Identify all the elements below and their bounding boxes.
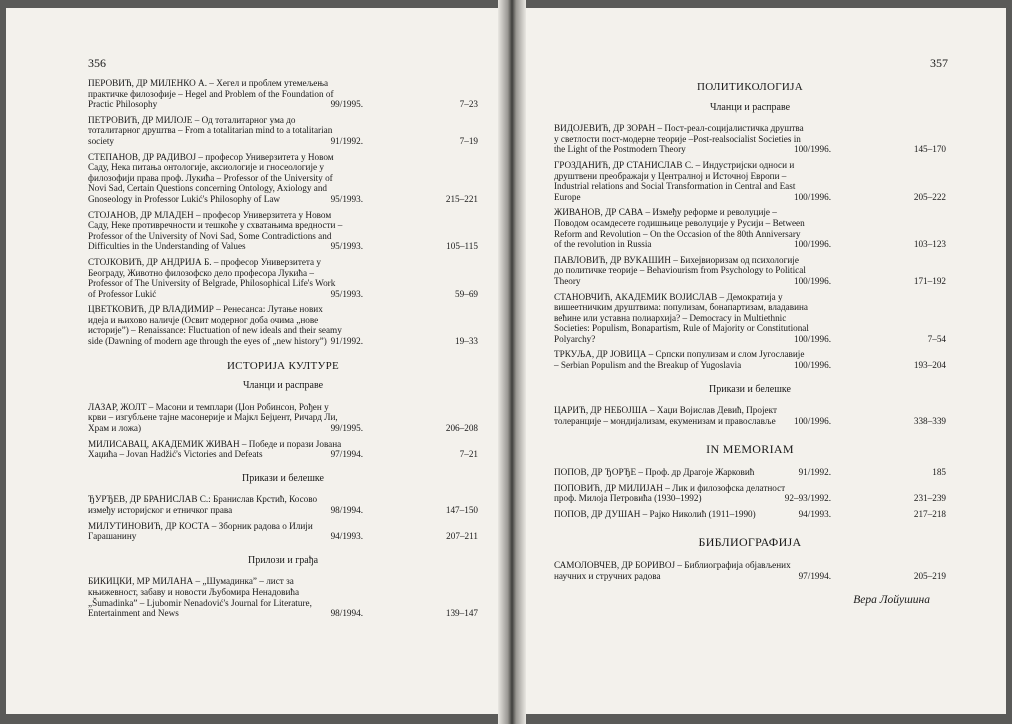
entry-text xyxy=(88,304,343,346)
index-entry xyxy=(88,210,478,252)
entry-title: – Између реформе и револуције – Поводом осамдесете годишњице револуције у Русији – Between Reform and Revolution – On the Occasion of the 80th Anniversary of the revolution in Russia xyxy=(554,207,805,250)
entry-pages: 7–23 xyxy=(459,99,478,110)
entry-text xyxy=(88,152,343,205)
entry-title: – Ренесанса: Лутање нових идеја и њихово наличје (Освит модерног доба очима „нове историје”) – Renaissance: Fluctuation of new ideals and their seamy side (Dawning of modern age through the eyes of „new history”) xyxy=(88,304,342,347)
entry-title: – Зборник радова о Илији Гарашанину xyxy=(88,520,313,542)
entry-title: – Индустријски односи и друштвени преображаји у Централној и Источној Европи – Industrial relations and Social Transformation in Central and East Europe xyxy=(554,159,796,202)
entry-author: СТОЈКОВИЋ, ДР АНДРИЈА Б. xyxy=(88,256,212,267)
entry-group xyxy=(554,467,946,519)
signature: Вера Лойушина xyxy=(853,594,930,607)
entry-issue-year: 94/1993. xyxy=(798,508,831,519)
entry-author: ПЕРОВИЋ, ДР МИЛЕНКО А. xyxy=(88,78,207,88)
entry-title: – Победе и порази Јована Хаџића – Jovan Hadžić's Victories and Defeats xyxy=(88,438,342,460)
entry-issue-year: 100/1996. xyxy=(793,415,831,426)
entry-author: ЛАЗАР, ЖОЛТ xyxy=(88,401,147,412)
index-entry xyxy=(88,115,478,147)
entry-text xyxy=(88,439,343,460)
entry-text xyxy=(554,123,809,155)
index-entry xyxy=(554,255,946,287)
entry-author: ПОПОВ, ДР ЂОРЂЕ xyxy=(554,467,637,478)
entry-author: ВИДОЈЕВИЋ, ДР ЗОРАН xyxy=(554,123,656,134)
section-heading: ИСТОРИЈА КУЛТУРЕ xyxy=(226,359,340,372)
entry-author: ПОПОВИЋ, ДР МИЛИЈАН xyxy=(554,482,663,493)
entry-text xyxy=(88,576,343,618)
page-number: 356 xyxy=(88,56,106,70)
entry-issue-year: 94/1993. xyxy=(330,531,363,542)
entry-text xyxy=(88,78,343,110)
entry-author: СТОЈАНОВ, ДР МЛАДЕН xyxy=(88,209,194,220)
entry-text xyxy=(554,467,809,478)
index-entry xyxy=(88,494,478,515)
index-column xyxy=(88,78,478,624)
entry-pages: 193–204 xyxy=(913,360,946,371)
entry-text xyxy=(88,115,343,147)
entry-text xyxy=(554,483,809,504)
entry-author: МИЛИСАВАЦ, АКАДЕМИК ЖИВАН xyxy=(88,438,240,449)
entry-issue-year: 97/1994. xyxy=(798,570,831,581)
entry-issue-year: 100/1996. xyxy=(793,239,831,250)
entry-issue-year: 98/1994. xyxy=(330,505,363,515)
entry-issue-year: 97/1994. xyxy=(330,449,363,460)
entry-issue-year: 99/1995. xyxy=(330,99,363,110)
index-entry xyxy=(554,349,946,370)
entry-issue-year: 100/1996. xyxy=(793,144,831,155)
entry-issue-year: 100/1996. xyxy=(793,275,831,286)
subsection-heading: Чланци и расправе xyxy=(709,101,791,113)
entry-group xyxy=(88,402,478,460)
entry-pages: 171–192 xyxy=(913,275,946,286)
entry-pages: 103–123 xyxy=(913,239,946,250)
entry-author: МИЛУТИНОВИЋ, ДР КОСТА xyxy=(88,520,210,531)
entry-group xyxy=(554,123,946,370)
entry-author: ТРКУЉА, ДР ЈОВИЦА xyxy=(554,349,647,360)
index-entry xyxy=(554,160,946,202)
section-heading: IN MEMORIAM xyxy=(706,442,794,457)
entry-author: ПЕТРОВИЋ, ДР МИЛОЈЕ xyxy=(88,114,193,125)
entry-text xyxy=(554,349,809,370)
entry-issue-year: 100/1996. xyxy=(793,360,831,371)
entry-pages: 147–150 xyxy=(445,505,478,515)
entry-pages: 185 xyxy=(932,467,946,478)
entry-group xyxy=(88,494,478,541)
entry-issue-year: 100/1996. xyxy=(793,333,831,344)
entry-text xyxy=(554,509,809,520)
entry-title: – професор Универзитета у Новом Саду, Неке противречности и тешкоће у схватањима вредности – Professor of the University of Novi Sad, Some Contradictions and Difficulties in the Understanding of Values xyxy=(88,209,343,252)
entry-title: – „Шумадинка” – лист за књижевност, забаву и новости Љубомира Ненадовића „Šumadinka” – Ljubomir Nenadović's Journal for Literature, Entertainment and News xyxy=(88,576,312,619)
index-entry xyxy=(88,304,478,346)
entry-pages: 105–115 xyxy=(446,241,478,252)
entry-group xyxy=(88,576,478,618)
subsection-heading: Чланци и расправе xyxy=(242,380,324,392)
index-entry xyxy=(88,257,478,299)
entry-pages: 59–69 xyxy=(455,288,478,299)
entry-author: ПАВЛОВИЋ, ДР ВУКАШИН xyxy=(554,254,671,265)
index-entry xyxy=(554,207,946,249)
entry-title: – Бихејвиоризам од психологије до политичке теорије – Behaviourism from Psychology to Political Theory xyxy=(554,254,806,286)
entry-text xyxy=(554,405,809,426)
entry-group xyxy=(554,405,946,426)
entry-title: – Хаџи Војислав Девић, Пројект толеранције – мондијализам, екуменизам и православље xyxy=(554,405,777,426)
index-entry xyxy=(88,576,478,618)
entry-issue-year: 100/1996. xyxy=(793,191,831,202)
entry-text xyxy=(554,207,809,249)
subsection-heading: Прикази и белешке xyxy=(242,472,324,484)
entry-title: : Бранислав Крстић, Косово између историјског и етничког права xyxy=(88,494,318,515)
entry-pages: 217–218 xyxy=(913,508,946,519)
entry-title: – Од тоталитарног ума до тоталитарног друштва – From a totalitarian mind to a totalitarian society xyxy=(88,114,333,146)
entry-pages: 139–147 xyxy=(445,608,478,619)
section-heading: ПОЛИТИКОЛОГИЈА xyxy=(697,81,803,93)
entry-pages: 338–339 xyxy=(913,415,946,426)
entry-title: – Рајко Николић (1911–1990) xyxy=(640,508,756,519)
entry-pages: 19–33 xyxy=(455,336,478,347)
entry-text xyxy=(88,257,343,299)
entry-author: ПОПОВ, ДР ДУШАН xyxy=(554,508,641,519)
left-page xyxy=(6,8,506,714)
entry-title: – Библиографија објављених научних и стручних радова xyxy=(554,560,791,581)
entry-text xyxy=(554,160,809,202)
entry-author: ЦВЕТКОВИЋ, ДР ВЛАДИМИР xyxy=(88,304,214,315)
section-heading: БИБЛИОГРАФИЈА xyxy=(698,535,802,550)
entry-issue-year: 95/1993. xyxy=(330,241,363,252)
entry-author: ЂУРЂЕВ, ДР БРАНИСЛАВ С. xyxy=(88,494,209,505)
entry-title: – Масони и темплари (Џон Робинсон, Рођен у крви – изгубљене тајне масонерије и Мајкл Бејџент, Ричард Ли, Храм и ложа) xyxy=(88,401,338,434)
entry-issue-year: 91/1992. xyxy=(798,467,831,478)
index-entry xyxy=(88,152,478,205)
entry-author: ЖИВАНОВ, ДР САВА xyxy=(554,207,644,218)
entry-pages: 206–208 xyxy=(445,423,478,434)
book-gutter xyxy=(498,0,526,724)
index-entry xyxy=(88,78,478,110)
page-number: 357 xyxy=(930,56,948,70)
entry-title: – Проф. др Драгоје Жарковић xyxy=(636,467,755,478)
entry-pages: 215–221 xyxy=(445,193,478,204)
entry-pages: 7–21 xyxy=(459,449,478,460)
index-entry xyxy=(88,521,478,542)
entry-group xyxy=(554,560,946,581)
entry-author: СТЕПАНОВ, ДР РАДИВОЈ xyxy=(88,151,197,162)
entry-author: СТАНОВЧИЋ, АКАДЕМИК ВОЈИСЛАВ xyxy=(554,291,718,302)
index-entry xyxy=(554,467,946,478)
index-entry xyxy=(554,405,946,426)
index-entry xyxy=(88,402,478,434)
entry-title: – професор Универзитета у Београду, Животно филозофско дело професора Лукића – Professor of The University of Belgrade, Philosophical Life's Work of Professor Lukić xyxy=(88,256,336,299)
entry-text xyxy=(88,494,343,515)
entry-issue-year: 91/1992. xyxy=(330,135,363,146)
entry-title: – Хегел и проблем утемељења практичке филозофије – Hegel and Problem of the Foundation of Practic Philosophy xyxy=(88,78,334,110)
entry-pages: 145–170 xyxy=(913,144,946,155)
entry-title: – Пост-реал-социјалистичка друштва у светлости пост-модерне теорије –Post-realsocialist Societies in the Light of the Postmodern Theory xyxy=(554,123,804,155)
right-page xyxy=(520,8,1006,714)
subsection-heading: Прилози и грађа xyxy=(247,554,319,566)
entry-author: ГРОЗДАНИЋ, ДР СТАНИСЛАВ С. xyxy=(554,159,694,170)
entry-title: – Српски популизам и слом Југославије – Serbian Populism and the Breakup of Yugoslavia xyxy=(554,349,805,371)
entry-issue-year: 92–93/1992. xyxy=(784,493,831,504)
entry-group xyxy=(88,78,478,347)
entry-pages: 207–211 xyxy=(446,531,478,542)
entry-pages: 205–219 xyxy=(913,570,946,581)
entry-pages: 7–54 xyxy=(927,333,946,344)
entry-author: ЦАРИЋ, ДР НЕБОЈША xyxy=(554,405,648,416)
entry-text xyxy=(88,402,343,434)
entry-pages: 231–239 xyxy=(913,493,946,504)
index-entry xyxy=(554,483,946,504)
index-entry xyxy=(88,439,478,460)
entry-issue-year: 95/1993. xyxy=(330,288,363,299)
entry-title: – Демократија у вишеетничким друштвима: популизам, бонапартизам, владавина већине или уставна полиархија? – Democracy in Multiethnic Societies: Populism, Bonapartism, Rule of Majority or Constitutional Polyarchy? xyxy=(554,291,809,344)
subsection-heading: Прикази и белешке xyxy=(709,383,791,395)
entry-issue-year: 91/1992. xyxy=(330,336,363,347)
index-column xyxy=(554,78,946,606)
entry-author: БИКИЦКИ, МР МИЛАНА xyxy=(88,576,194,587)
entry-issue-year: 99/1995. xyxy=(330,423,363,434)
entry-title: – професор Универзитета у Новом Саду, Нека питања онтологије, аксиологије и гносеологије у филозофији права проф. Лукића – Professor of the University of Novi Sad, Certain Questions concerning Ontology, Axiology and Gnoseology in Professor Lukić's Philosophy of Law xyxy=(88,151,334,204)
entry-text xyxy=(88,210,343,252)
index-entry xyxy=(554,509,946,520)
entry-title: – Лик и филозофска делатност проф. Милоја Петровића (1930–1992) xyxy=(554,482,786,504)
entry-text xyxy=(554,560,809,581)
entry-text xyxy=(554,255,809,287)
index-entry xyxy=(554,292,946,345)
index-entry xyxy=(554,123,946,155)
entry-issue-year: 98/1994. xyxy=(330,608,363,619)
entry-text xyxy=(554,292,809,345)
entry-issue-year: 95/1993. xyxy=(330,193,363,204)
index-entry xyxy=(554,560,946,581)
entry-pages: 205–222 xyxy=(913,191,946,202)
entry-pages: 7–19 xyxy=(459,135,478,146)
entry-author: САМОЛОВЧЕВ, ДР БОРИВОЈ xyxy=(554,560,676,570)
entry-text xyxy=(88,521,343,542)
